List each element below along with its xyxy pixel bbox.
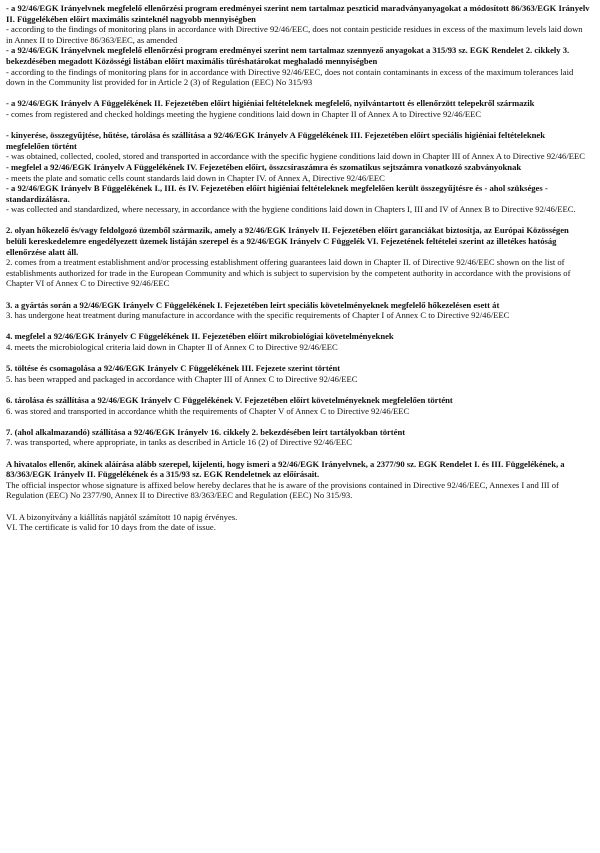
clause-english: 4. meets the microbiological criteria laid down in Chapter II of Annex C to Directive 92/46/EEC xyxy=(6,342,338,352)
clause-2-establishment xyxy=(6,225,590,289)
clause-hungarian: A hivatalos ellenőr, akinek aláírása alább szerepel, kijelenti, hogy ismeri a 92/46/EGK Irányelvnek, a 2377/90 sz. EGK Rendelet I. és III. Függelékének, a 83/363/EGK Irányelv II. Függelékének és a 315/93 sz. EGK Rendeletnek az előírásait. xyxy=(6,458,565,480)
spacer xyxy=(6,321,590,332)
validity-section xyxy=(6,512,590,533)
clause-6-storage xyxy=(6,395,590,416)
clause-english: The official inspector whose signature is affixed below hereby declares that he is aware of the provisions contained in Directive 92/46/EEC, Annexes I and III of Regulation (EEC) No 2377/90, Annex II to Directive 83/363/EEC and Regulation (EEC) No 315/93. xyxy=(6,479,559,501)
clause-english: VI. The certificate is valid for 10 days from the date of issue. xyxy=(6,522,216,533)
clause-4-microbiological xyxy=(6,331,590,352)
clause-hungarian: 5. töltése és csomagolása a 92/46/EGK Irányelv C Függelékének III. Fejezete szerint történt xyxy=(6,363,341,374)
clause-hungarian: - a 92/46/EGK Irányelv B Függelékének I., III. és IV. Fejezetében előírt higiéniai feltételeknek megfelelően került összegyűjtésre és - ahol szükséges - standardizálásra. xyxy=(6,183,548,204)
collection-hygiene-clause xyxy=(6,130,590,162)
clause-english: - meets the plate and somatic cells count standards laid down in Chapter IV. of Annex A, Directive 92/46/EEC xyxy=(6,172,385,183)
clause-3-heat-treatment xyxy=(6,300,590,321)
clause-hungarian: - a 92/46/EGK Irányelvnek megfelelő ellenőrzési program eredményei szerint nem tartalmaz peszticid maradványanyagokat a módosított 86/363/EGK Irányelv II. Függelékében előírt maximális szinteknél nagyobb mennyiségben xyxy=(6,3,590,24)
contaminants-clause xyxy=(6,45,590,87)
clause-5-packaging xyxy=(6,363,590,384)
clause-english: 6. was stored and transported in accordance whith the requirements of Chapter V of Annex C to Directive 92/46/EEC xyxy=(6,405,410,416)
spacer xyxy=(6,448,590,459)
inspector-declaration xyxy=(6,459,590,501)
spacer xyxy=(6,353,590,364)
spacer xyxy=(6,289,590,300)
clause-english: 7. was transported, where appropriate, in tanks as described in Article 16 (2) of Directive 92/46/EEC xyxy=(6,437,353,448)
spacer xyxy=(6,416,590,427)
pesticide-residues-clause xyxy=(6,3,590,45)
clause-english: 5. has been wrapped and packaged in accordance with Chapter III of Annex C to Directive 92/46/EEC xyxy=(6,373,358,384)
clause-english: - according to the findings of monitoring plans in accordance with Directive 92/46/EEC, does not contain pesticide residues in excess of the maximum levels laid down in Annex II to Directive 86/363/EEC, as amended xyxy=(6,24,583,45)
clause-hungarian: - megfelel a 92/46/EGK Irányelv A Függelékének IV. Fejezetében előírt, összcsíraszámra és szomatikus sejtszámra vonatkozó szabványoknak xyxy=(6,161,522,172)
clause-hungarian: - a 92/46/EGK Irányelvnek megfelelő ellenőrzési program eredményei szerint nem tartalmaz szennyező anyagokat a 315/93 sz. EGK Rendelet 2. cikkely 3. bekezdésében megadott Közösségi listában előírt maximális tűréshatárokat meghaladó mennyiségben xyxy=(6,45,570,66)
spacer xyxy=(6,88,590,99)
spacer xyxy=(6,215,590,226)
clause-hungarian: 6. tárolása és szállítása a 92/46/EGK Irányelv C Függelékének V. Fejezetében előírt követelményeknek megfelelően történt xyxy=(6,394,453,405)
spacer xyxy=(6,501,590,512)
clause-english: 3. has undergone heat treatment during manufacture in accordance with the specific requirements of Chapter I of Annex C to Directive 92/46/EEC xyxy=(6,310,510,321)
registered-holdings-clause xyxy=(6,98,590,119)
clause-hungarian: - kinyerése, összegyűjtése, hűtése, tárolása és szállítása a 92/46/EGK Irányelv A Függelékének III. Fejezetében előírt speciális higiéniai feltételeknek megfelelően történt xyxy=(6,130,546,151)
clause-7-transport xyxy=(6,427,590,448)
clause-english: - was collected and standardized, where necessary, in accordance with the hygiene conditions laid down in Chapters I, III and IV of Annex B to Directive 92/46/EEC. xyxy=(6,204,576,215)
clause-english: - according to the findings of monitoring plans for in accordance with Directive 92/46/EEC, does not contain contaminants in excess of the maximum tolerances laid down in the Community list provided for in Article 2 (3) of Regulation (EEC) No 315/93 xyxy=(6,66,574,88)
clause-hungarian: 2. olyan hőkezelő és/vagy feldolgozó üzemből származik, amely a 92/46/EGK Irányelv II. Fejezetében előírt garanciákat biztosítja, az Európai Közösségen belüli kereskedelemre engedélyezett üzemek listáján szerepel és a 92/46/EGK Irányelv C Függelék VI. Fejezetének feltételei szerint az illetékes hatóság ellenőrzése alatt áll. xyxy=(6,225,569,257)
standardization-clause xyxy=(6,183,590,215)
spacer xyxy=(6,120,590,131)
clause-english: 2. comes from a treatment establishment and/or processing establishment offering guarantees laid down in Chapter II. of Directive 92/46/EEC shown on the list of establishments authorized for trade in the European Community and which is subject to supervision by the competent authority in accordance with the provisions of Chapter VI of Annex C to Directive 92/46/EEC xyxy=(6,257,571,289)
clause-hungarian: VI. A bizonyítvány a kiállítás napjától számított 10 napig érvényes. xyxy=(6,511,238,522)
clause-hungarian: 3. a gyártás során a 92/46/EGK Irányelv C Függelékének I. Fejezetében leírt speciális követelményeknek megfelelő hőkezelésen esett át xyxy=(6,299,500,310)
clause-english: - comes from registered and checked holdings meeting the hygiene conditions laid down in Chapter II of Annex A to Directive 92/46/EEC xyxy=(6,108,482,119)
clause-hungarian: 4. megfelel a 92/46/EGK Irányelv C Függelékének II. Fejezetében előírt mikrobiológiai követelményeknek xyxy=(6,331,394,342)
spacer xyxy=(6,384,590,395)
clause-hungarian: - a 92/46/EGK Irányelv A Függelékének II. Fejezetében előírt higiéniai feltételeknek megfelelő, nyilvántartott és ellenőrzött telepekről származik xyxy=(6,98,535,109)
clause-hungarian: 7. (ahol alkalmazandó) szállítása a 92/46/EGK Irányelv 16. cikkely 2. bekezdésében leírt tartályokban történt xyxy=(6,426,406,437)
clause-english: - was obtained, collected, cooled, stored and transported in accordance with the specific hygiene conditions laid down in Chapter III of Annex A to Directive 92/46/EEC xyxy=(6,151,585,162)
cell-count-clause xyxy=(6,162,590,183)
